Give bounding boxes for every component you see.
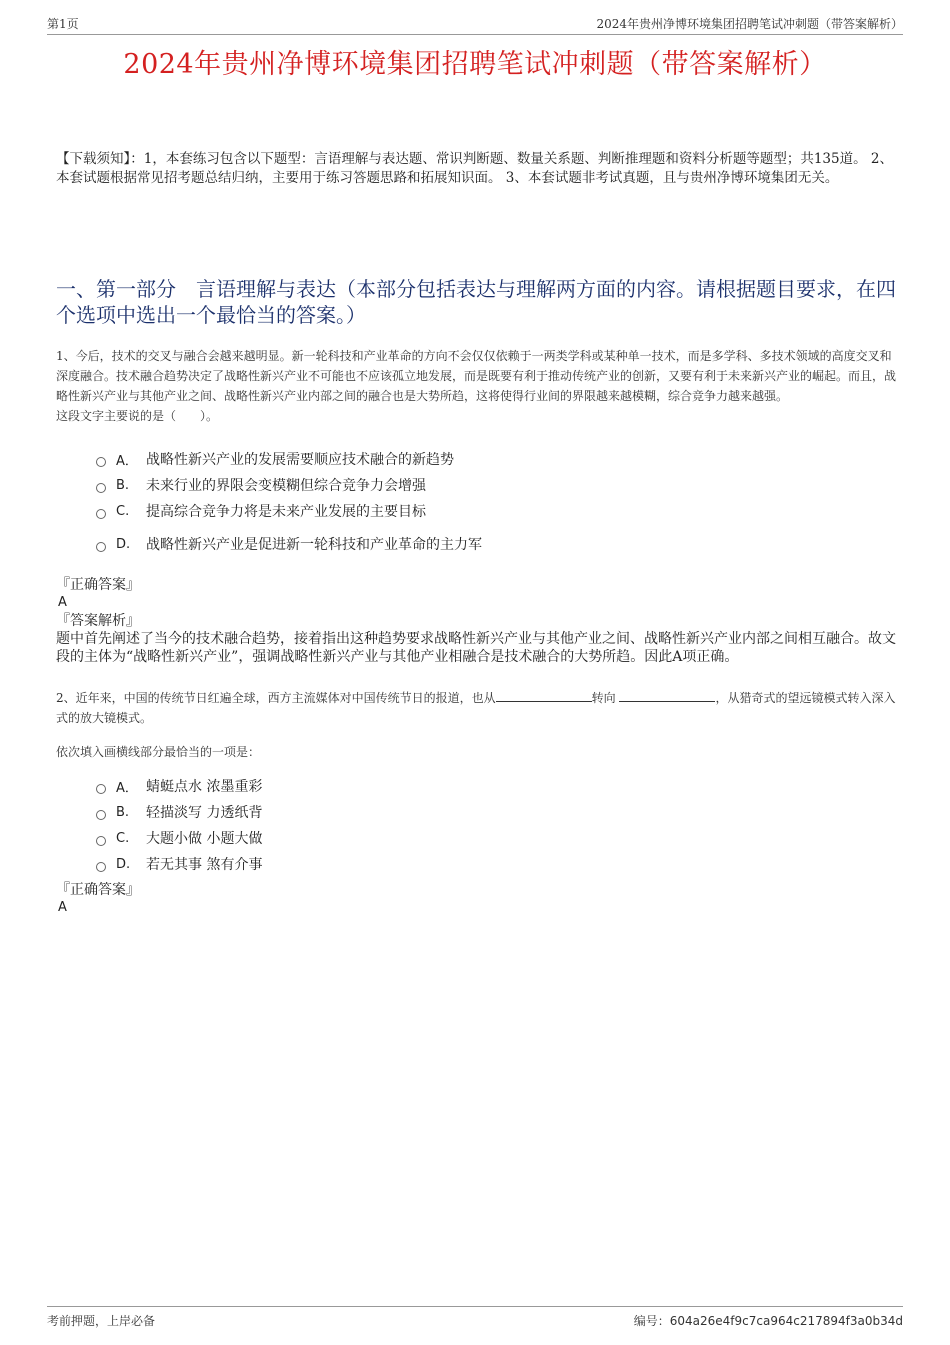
option-text: 大题小做 小题大做: [146, 831, 263, 847]
question-2-text: 2、近年来，中国的传统节日红遍全球，西方主流媒体对中国传统节日的报道，也从 转向 ，从猎奇式的望远镜模式转入深入式的放大镜模式。: [56, 691, 896, 725]
option-c[interactable]: C. 提高综合竞争力将是未来产业发展的主要目标: [96, 498, 482, 524]
radio-icon[interactable]: [96, 457, 106, 467]
header-doc-name: 2024年贵州净博环境集团招聘笔试冲刺题（带答案解析）: [596, 17, 903, 31]
page-header: [47, 14, 903, 35]
document-code: 编号：604a26e4f9c7ca964c217894f3a0b34d: [633, 1313, 903, 1328]
download-notice: 【下载须知】：1，本套练习包含以下题型：言语理解与表达题、常识判断题、数量关系题、判断推理题和资料分析题等题型；共135道。 2、本套试题根据常见招考题总结归纳，主要用于练习答题思路和拓展知识面。 3、本套试题非考试真题，且与贵州净博环境集团无关。: [56, 151, 893, 186]
question-2-prompt: 依次填入画横线部分最恰当的一项是：: [56, 745, 261, 759]
radio-icon[interactable]: [96, 836, 106, 846]
question-2: [56, 688, 898, 762]
fill-blank-1: [496, 690, 592, 702]
answer-label: 『正确答案』: [56, 882, 140, 898]
question-2-options: [96, 773, 262, 877]
option-text: 提高综合竞争力将是未来产业发展的主要目标: [146, 504, 426, 520]
option-a[interactable]: A． 战略性新兴产业的发展需要顺应技术融合的新趋势: [96, 446, 482, 472]
radio-icon[interactable]: [96, 784, 106, 794]
fill-blank-2: [619, 690, 715, 702]
option-a[interactable]: A． 蜻蜓点水 浓墨重彩: [96, 773, 262, 799]
radio-icon[interactable]: [96, 542, 106, 552]
option-text: 蜻蜓点水 浓墨重彩: [146, 779, 263, 795]
option-text: 未来行业的界限会变模糊但综合竞争力会增强: [146, 478, 426, 494]
radio-icon[interactable]: [96, 509, 106, 519]
option-text: 若无其事 煞有介事: [146, 857, 263, 873]
option-text: 战略性新兴产业是促进新一轮科技和产业革命的主力军: [146, 537, 482, 553]
question-1-answer: [56, 576, 898, 666]
answer-value: A: [58, 900, 67, 915]
option-text: 战略性新兴产业的发展需要顺应技术融合的新趋势: [146, 452, 454, 468]
section-title: 一、第一部分 言语理解与表达（本部分包括表达与理解两方面的内容。请根据题目要求，在四个选项中选出一个最恰当的答案。）: [56, 277, 896, 327]
radio-icon[interactable]: [96, 862, 106, 872]
option-b[interactable]: B. 轻描淡写 力透纸背: [96, 799, 262, 825]
page-footer: [47, 1306, 903, 1329]
option-text: 轻描淡写 力透纸背: [146, 805, 263, 821]
question-1-prompt: 这段文字主要说的是（ ）。: [56, 409, 219, 423]
analysis-text: 题中首先阐述了当今的技术融合趋势，接着指出这种趋势要求战略性新兴产业与其他产业之间、战略性新兴产业内部之间相互融合。故文段的主体为“战略性新兴产业”，强调战略性新兴产业与其他产业相融合是技术融合的大势所趋。因此A项正确。: [56, 631, 896, 665]
question-1-options: [96, 446, 482, 557]
option-d[interactable]: D. 战略性新兴产业是促进新一轮科技和产业革命的主力军: [96, 531, 482, 557]
document-title: 2024年贵州净博环境集团招聘笔试冲刺题（带答案解析）: [123, 49, 827, 80]
option-c[interactable]: C. 大题小做 小题大做: [96, 825, 262, 851]
radio-icon[interactable]: [96, 810, 106, 820]
question-1-text: 1、今后，技术的交叉与融合会越来越明显。新一轮科技和产业革命的方向不会仅仅依赖于一两类学科或某种单一技术，而是多学科、多技术领域的高度交叉和深度融合。技术融合趋势决定了战略性新兴产业不可能也不应该孤立地发展，而是既要有利于推动传统产业的创新，又要有利于未来新兴产业的崛起。而且，战略性新兴产业与其他产业之间、战略性新兴产业内部之间的融合也是大势所趋，这将使得行业间的界限越来越模糊，综合竞争力越来越强。: [56, 349, 897, 403]
footer-slogan: 考前押题，上岸必备: [47, 1313, 156, 1328]
question-1: [56, 346, 898, 426]
radio-icon[interactable]: [96, 483, 106, 493]
question-2-answer: [56, 881, 898, 917]
option-b[interactable]: B. 未来行业的界限会变模糊但综合竞争力会增强: [96, 472, 482, 498]
page-number: 第1页: [47, 17, 79, 31]
analysis-label: 『答案解析』: [56, 613, 140, 629]
answer-value: A: [58, 595, 67, 610]
option-d[interactable]: D. 若无其事 煞有介事: [96, 851, 262, 877]
answer-label: 『正确答案』: [56, 577, 140, 593]
